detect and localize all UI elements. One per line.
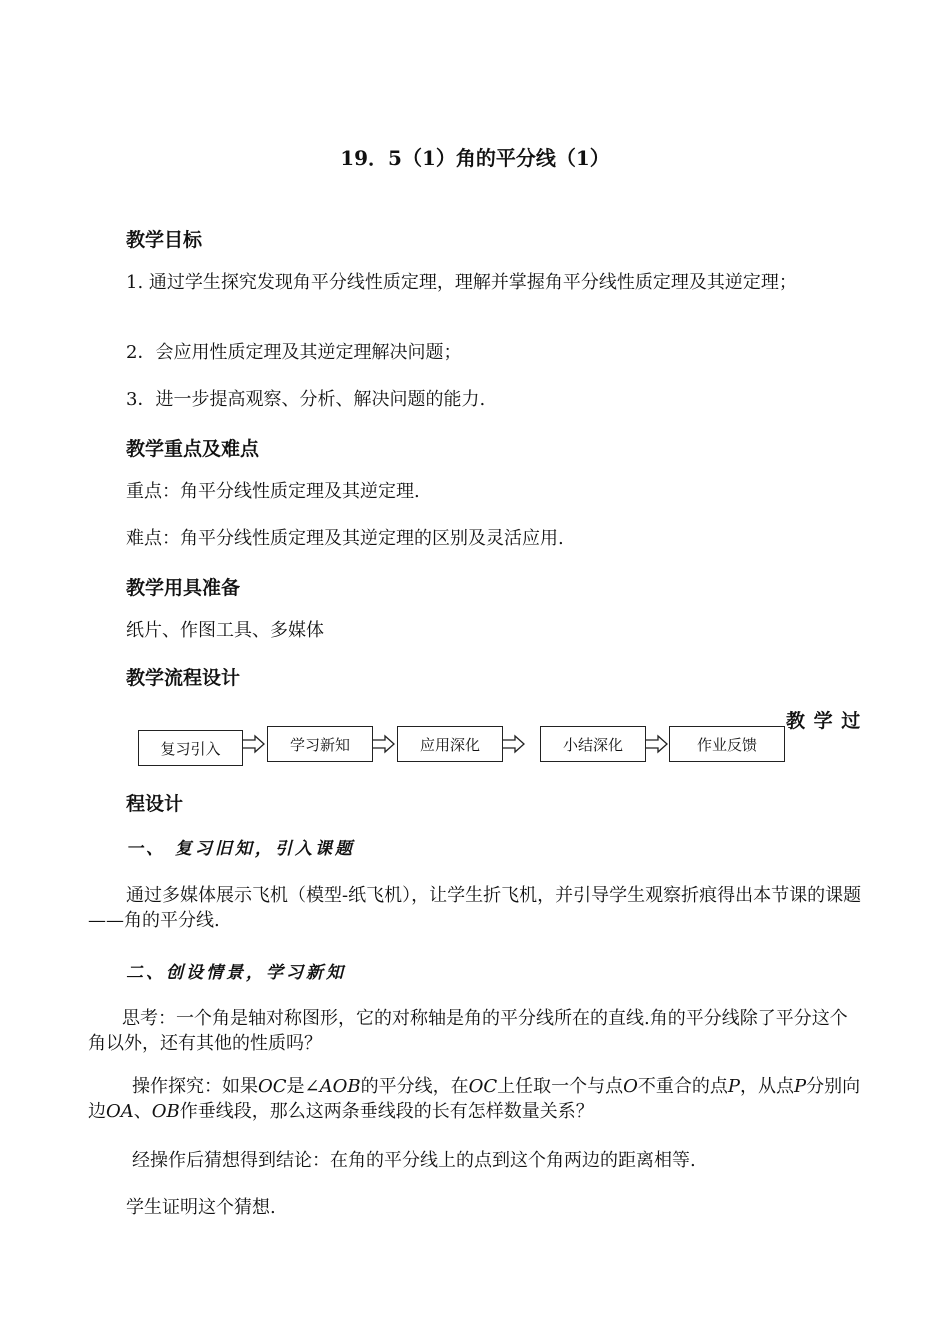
heading-tools: 教学用具准备 — [126, 577, 241, 599]
text-span: 作垂线段，那么这两条垂线段的长有怎样数量关系？ — [179, 1101, 594, 1122]
part1-text: 通过多媒体展示飞机（模型-纸飞机），让学生折飞机，并引导学生观察折痕得出本节课的课题——角的平分线. — [88, 885, 862, 931]
part1-heading: 一、 复习旧知，引入课题 — [126, 839, 355, 859]
heading-key-difficult: 教学重点及难点 — [126, 438, 260, 460]
page-title: 19．5（1）角的平分线（1） — [340, 146, 610, 170]
arrow-icon — [646, 734, 668, 754]
flow-step-homework: 作业反馈 — [669, 726, 785, 762]
math-p: P — [727, 1076, 741, 1097]
flow-chart — [136, 724, 796, 766]
text-span: 、 — [133, 1101, 152, 1122]
think-text: 思考：一个角是轴对称图形，它的对称轴是角的平分线所在的直线.角的平分线除了平分这个角以外，还有其他的性质吗？ — [88, 1008, 848, 1054]
flow-step-apply: 应用深化 — [397, 726, 503, 762]
goal-3: 3．进一步提高观察、分析、解决问题的能力. — [126, 389, 486, 410]
prove-text: 学生证明这个猜想. — [126, 1197, 276, 1218]
math-oc: OC — [258, 1076, 287, 1097]
heading-process-design-part1: 教 学 过 — [786, 710, 862, 732]
text-span: 不重合的点 — [637, 1076, 728, 1097]
text-span: 的平分线，在 — [360, 1076, 469, 1097]
math-ob: OB — [151, 1101, 180, 1122]
part2-heading: 二、创设情景，学习新知 — [126, 963, 346, 983]
arrow-icon — [373, 734, 395, 754]
explore-text — [88, 1074, 864, 1124]
math-p: P — [794, 1076, 807, 1097]
text-span: 上任取一个与点 — [497, 1076, 624, 1097]
arrow-icon — [503, 734, 525, 754]
text-span: 操作探究：如果 — [132, 1076, 258, 1097]
math-oc: OC — [468, 1076, 498, 1097]
heading-teaching-goals: 教学目标 — [126, 229, 203, 251]
flow-step-summary: 小结深化 — [540, 726, 646, 762]
heading-flow-design: 教学流程设计 — [126, 667, 241, 689]
math-aob: AOB — [319, 1076, 361, 1097]
conclusion-text: 经操作后猜想得到结论：在角的平分线上的点到这个角两边的距离相等. — [132, 1150, 696, 1171]
tools-text: 纸片、作图工具、多媒体 — [126, 620, 324, 641]
text-span: 分别向边 — [88, 1076, 861, 1122]
math-o: O — [623, 1076, 638, 1097]
math-oa: OA — [106, 1101, 134, 1122]
heading-process-design-part2: 程设计 — [126, 793, 184, 815]
flow-step-review: 复习引入 — [138, 730, 243, 766]
goal-1: 1. 通过学生探究发现角平分线性质定理，理解并掌握角平分线性质定理及其逆定理； — [126, 272, 797, 293]
goal-2: 2．会应用性质定理及其逆定理解决问题； — [126, 342, 462, 363]
arrow-icon — [243, 734, 265, 754]
flow-step-learn: 学习新知 — [267, 726, 373, 762]
difficulty: 难点：角平分线性质定理及其逆定理的区别及灵活应用. — [126, 528, 564, 549]
text-span: 是∠ — [286, 1076, 320, 1097]
text-span: ，从点 — [740, 1076, 795, 1097]
key-point: 重点：角平分线性质定理及其逆定理. — [126, 481, 420, 502]
